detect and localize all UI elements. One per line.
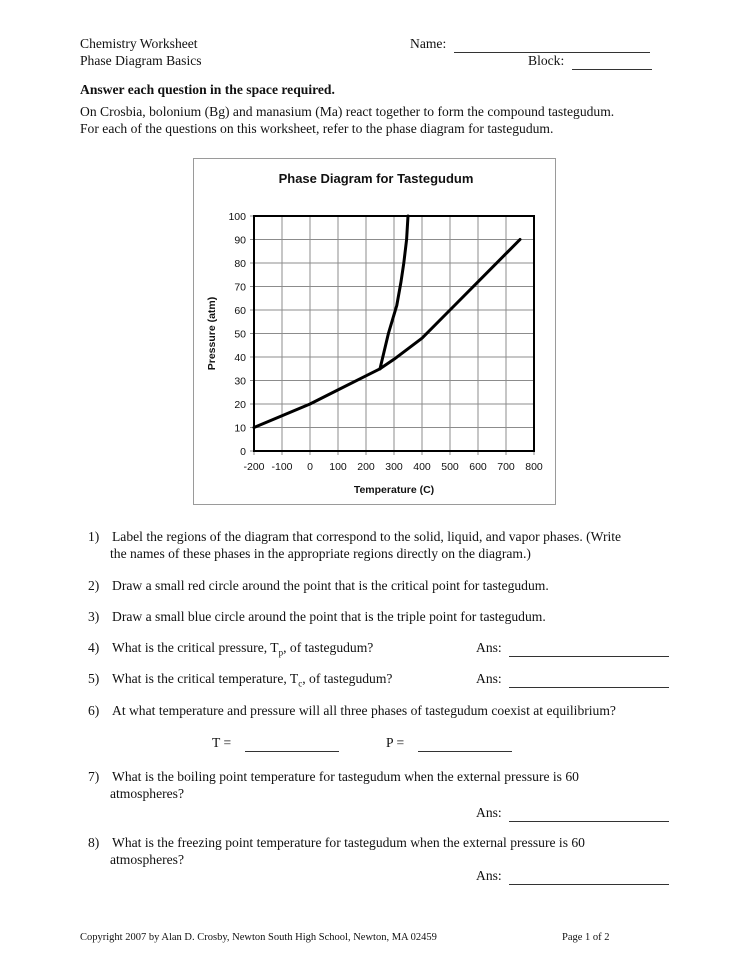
t-label: T = <box>212 735 232 750</box>
triple-point-pressure-field[interactable] <box>418 735 512 752</box>
x-tick-label: 200 <box>357 461 375 473</box>
x-tick-label: 800 <box>525 461 543 473</box>
question-number: 1) <box>88 529 100 544</box>
ans-label: Ans: <box>476 671 502 686</box>
phase-curves <box>254 216 520 428</box>
p-label: P = <box>386 735 405 750</box>
subscript-c: c <box>298 678 303 689</box>
x-tick-label: 700 <box>497 461 515 473</box>
x-tick-label: -100 <box>271 461 293 473</box>
question-5-text <box>112 671 392 689</box>
question-1-line-2: the names of these phases in the appropriate regions directly on the diagram.) <box>110 546 531 561</box>
question-1-line-1: Label the regions of the diagram that correspond to the solid, liquid, and vapor phases. (Write <box>112 529 622 544</box>
question-7-line-1: What is the boiling point temperature for tastegudum when the external pressure is 60 <box>112 769 579 784</box>
intro-line-1: On Crosbia, bolonium (Bg) and manasium (Ma) react together to form the compound tastegudum. <box>80 104 615 119</box>
x-tick-label: -200 <box>243 461 265 473</box>
phase-diagram-chart <box>193 158 556 505</box>
y-tick-label: 30 <box>234 375 246 388</box>
x-tick-label: 100 <box>329 461 347 473</box>
ans-label: Ans: <box>476 640 502 655</box>
question-5-text-b: , of tastegudum? <box>302 671 393 686</box>
y-tick-label: 50 <box>234 328 246 341</box>
question-7-line-2: atmospheres? <box>110 786 184 801</box>
subscript-p: p <box>278 647 284 658</box>
answer-4-field[interactable] <box>509 640 669 657</box>
name-label: Name: <box>410 36 447 51</box>
question-number: 3) <box>88 609 100 624</box>
y-tick-label: 100 <box>228 211 246 223</box>
intro-line-2: For each of the questions on this worksheet, refer to the phase diagram for tastegudum. <box>80 121 554 136</box>
y-tick-label: 10 <box>234 422 246 435</box>
triple-point-temp-field[interactable] <box>245 735 339 752</box>
x-tick-label: 0 <box>307 461 313 473</box>
x-tick-label: 500 <box>441 461 459 473</box>
x-tick-label: 400 <box>413 461 431 473</box>
footer-copyright: Copyright 2007 by Alan D. Crosby, Newton South High School, Newton, MA 02459 <box>80 932 437 943</box>
question-8-line-2: atmospheres? <box>110 852 184 867</box>
y-axis-label: Pressure (atm) <box>206 296 218 371</box>
question-2-text: Draw a small red circle around the point that is the critical point for tastegudum. <box>112 578 549 593</box>
question-4-text-b: , of tastegudum? <box>283 640 374 655</box>
ans-label: Ans: <box>476 868 502 883</box>
answer-8-field[interactable] <box>509 868 669 885</box>
phase-diagram-svg <box>194 159 557 506</box>
name-field-row <box>410 36 650 53</box>
footer-page-number: Page 1 of 2 <box>562 932 610 943</box>
x-tick-label: 600 <box>469 461 487 473</box>
question-number: 2) <box>88 578 100 593</box>
chart-title: Phase Diagram for Tastegudum <box>278 171 474 186</box>
question-number: 5) <box>88 671 100 686</box>
answer-5-field[interactable] <box>509 671 669 688</box>
y-tick-label: 70 <box>234 281 246 294</box>
question-number: 6) <box>88 703 100 718</box>
block-field[interactable] <box>572 53 652 70</box>
sublimation-curve <box>254 369 380 428</box>
x-tick-label: 300 <box>385 461 403 473</box>
question-number: 7) <box>88 769 100 784</box>
triple-point-temp-row <box>212 735 339 752</box>
y-tick-label: 20 <box>234 399 246 411</box>
answer-7-row <box>476 805 669 822</box>
y-tick-label: 60 <box>234 305 246 317</box>
block-field-row <box>528 53 652 70</box>
question-number: 8) <box>88 835 100 850</box>
answer-4-row <box>476 640 669 657</box>
y-tick-label: 0 <box>240 446 246 458</box>
course-title: Chemistry Worksheet <box>80 36 198 51</box>
question-8-line-1: What is the freezing point temperature for tastegudum when the external pressure is 60 <box>112 835 585 850</box>
instructions: Answer each question in the space required. <box>80 82 335 97</box>
question-4-text-a: What is the critical pressure, T <box>112 640 279 655</box>
y-tick-labels <box>228 211 246 458</box>
question-3-text: Draw a small blue circle around the point that is the triple point for tastegudum. <box>112 609 546 624</box>
block-label: Block: <box>528 53 565 68</box>
name-field[interactable] <box>454 36 650 53</box>
x-tick-labels <box>243 461 542 473</box>
ans-label: Ans: <box>476 805 502 820</box>
y-tick-label: 80 <box>234 258 246 270</box>
answer-7-field[interactable] <box>509 805 669 822</box>
answer-8-row <box>476 868 669 885</box>
y-tick-label: 90 <box>234 234 246 247</box>
triple-point-pressure-row <box>386 735 512 752</box>
x-axis-label: Temperature (C) <box>353 484 435 496</box>
answer-5-row <box>476 671 669 688</box>
question-5-text-a: What is the critical temperature, T <box>112 671 299 686</box>
question-number: 4) <box>88 640 100 655</box>
question-6-text: At what temperature and pressure will all three phases of tastegudum coexist at equilibrium? <box>112 703 616 718</box>
y-tick-label: 40 <box>234 352 246 364</box>
question-4-text <box>112 640 373 658</box>
worksheet-topic: Phase Diagram Basics <box>80 53 202 68</box>
chart-grid <box>250 216 534 455</box>
